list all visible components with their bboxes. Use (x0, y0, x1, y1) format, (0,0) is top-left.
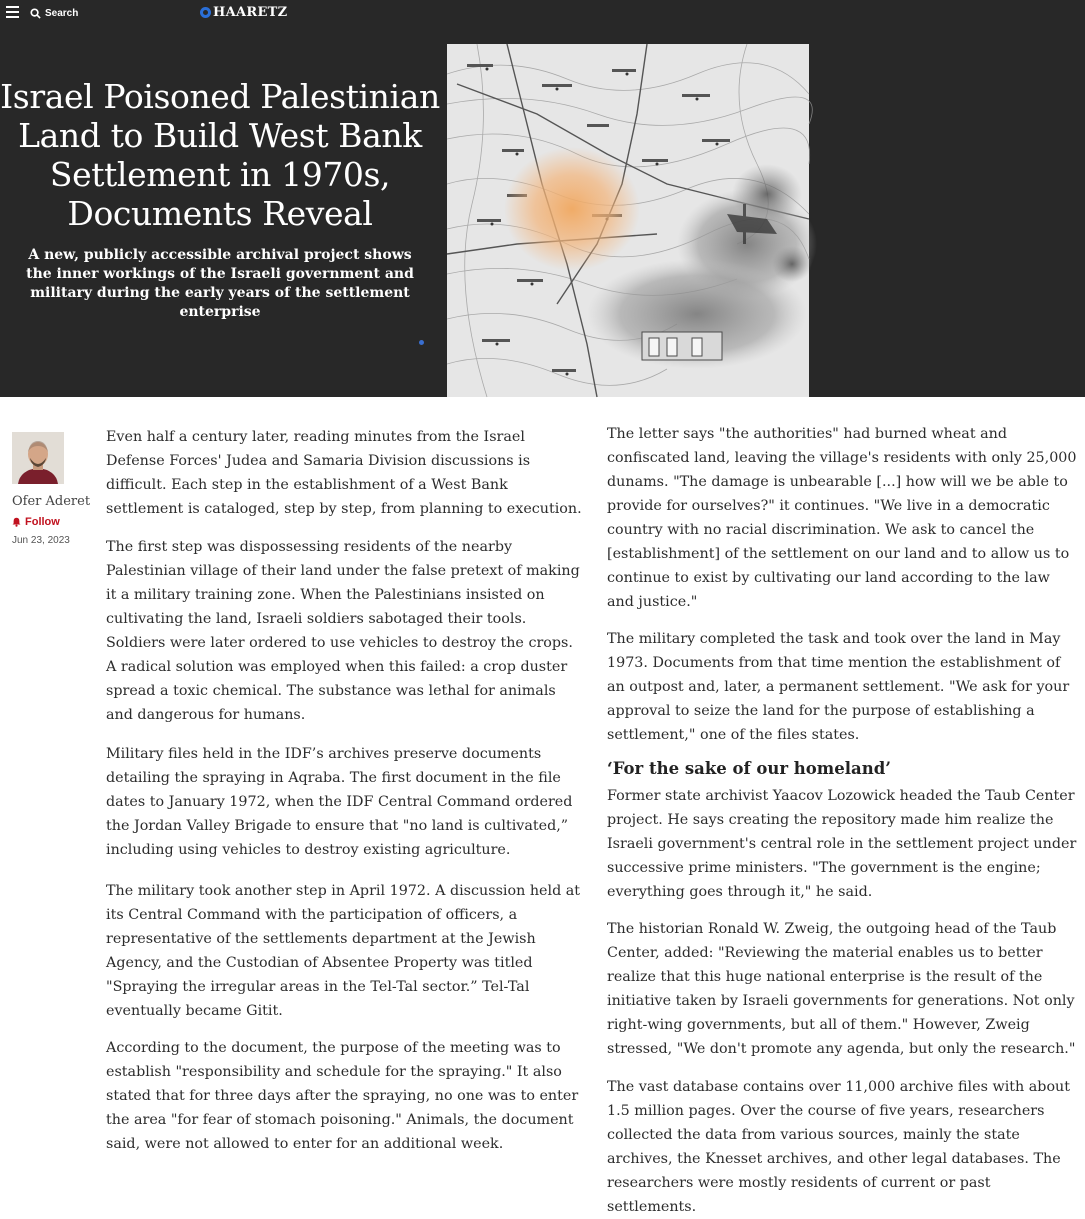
section-subheading: ‘For the sake of our homeland’ (607, 759, 891, 778)
follow-author-button[interactable] (12, 516, 60, 528)
article-paragraph: Former state archivist Yaacov Lozowick headed the Taub Center project. He says creating the repository made him realize the Israeli government's central role in the settlement project under successive prime ministers. "The government is the engine; everything goes through it," he said. (607, 788, 1077, 900)
author-avatar[interactable] (12, 432, 64, 484)
caption-dot-icon (419, 340, 424, 345)
logo-mark-icon (200, 7, 211, 18)
article-paragraph: The military completed the task and took over the land in May 1973. Documents from that time mention the establishment of an outpost and, later, a permanent settlement. "We ask for your approval to seize the land for the purpose of establishing a settlement," one of the files states. (607, 631, 1070, 743)
hamburger-menu-icon[interactable] (6, 6, 19, 18)
article-headline: Israel Poisoned Palestinian Land to Build West Bank Settlement in 1970s, Documents Reveal (0, 77, 440, 233)
follow-label: Follow (25, 516, 60, 528)
top-bar (0, 0, 1085, 26)
author-photo-icon (12, 432, 64, 484)
article-paragraph: Military files held in the IDF’s archives preserve documents detailing the spraying in Aqraba. The first document in the file dates to January 1972, when the IDF Central Command ordered the Jordan Valley Brigade to ensure that "no land is cultivated,” including using vehicles to destroy existing agriculture. (106, 746, 573, 858)
article-paragraph: The military took another step in April 1972. A discussion held at its Central Command with the participation of officers, a representative of the settlements department at the Jewish Agency, and the Custodian of Absentee Property was titled "Spraying the irregular areas in the Tel-Tal sector.” Tel-Tal eventually became Gitit. (106, 883, 581, 1019)
hero-map-image (447, 44, 809, 397)
search-label: Search (45, 7, 79, 19)
logo-text: HAARETZ (213, 5, 288, 20)
haaretz-logo[interactable] (200, 5, 287, 20)
hero-banner (0, 0, 1085, 397)
article-paragraph: The vast database contains over 11,000 archive files with about 1.5 million pages. Over the course of five years, researchers collected the data from various sources, mainly the state archives, the Knesset archives, and other legal databases. The researchers were mostly residents of current or past settlements. (607, 1079, 1071, 1215)
map-illustration (447, 44, 809, 397)
search-button[interactable] (30, 5, 78, 21)
article-paragraph: The first step was dispossessing residents of the nearby Palestinian village of their land under the false pretext of making it a military training zone. When the Palestinians insisted on cultivating the land, Israeli soldiers sabotaged their tools. Soldiers were later ordered to use vehicles to destroy the crops. A radical solution was employed when this failed: a crop duster spread a toxic chemical. The substance was lethal for animals and dangerous for humans. (106, 539, 580, 723)
article-paragraph: The letter says "the authorities" had burned wheat and confiscated land, leaving the village's residents with only 25,000 dunams. "The damage is unbearable [...] how will we be able to provide for ourselves?" it continues. "We live in a democratic country with no racial discrimination. We ask to cancel the [establishment] of the settlement on our land and to allow us to continue to exist by cultivating our land according to the law and justice." (607, 426, 1077, 610)
article-subheadline: A new, publicly accessible archival project shows the inner workings of the Israeli government and military during the early years of the settlement enterprise (26, 247, 414, 320)
publish-date: Jun 23, 2023 (12, 535, 70, 546)
article-paragraph: Even half a century later, reading minutes from the Israel Defense Forces' Judea and Samaria Division discussions is difficult. Each step in the establishment of a West Bank settlement is cataloged, step by step, from planning to execution. (106, 429, 582, 517)
bell-icon (12, 517, 21, 527)
search-icon (30, 8, 41, 19)
article-paragraph: According to the document, the purpose of the meeting was to establish "responsibility and schedule for the spraying." It also stated that for three days after the spraying, no one was to enter the area "for fear of stomach poisoning." Animals, the document said, were not allowed to enter for an additional week. (106, 1040, 579, 1152)
author-name-link[interactable]: Ofer Aderet (12, 494, 91, 509)
article-paragraph: The historian Ronald W. Zweig, the outgoing head of the Taub Center, added: "Reviewing the material enables us to better realize that this huge national enterprise is the result of the initiative taken by Israeli governments for generations. Not only right-wing governments, but all of them." However, Zweig stressed, "We don't promote any agenda, but only the research." (607, 921, 1076, 1057)
